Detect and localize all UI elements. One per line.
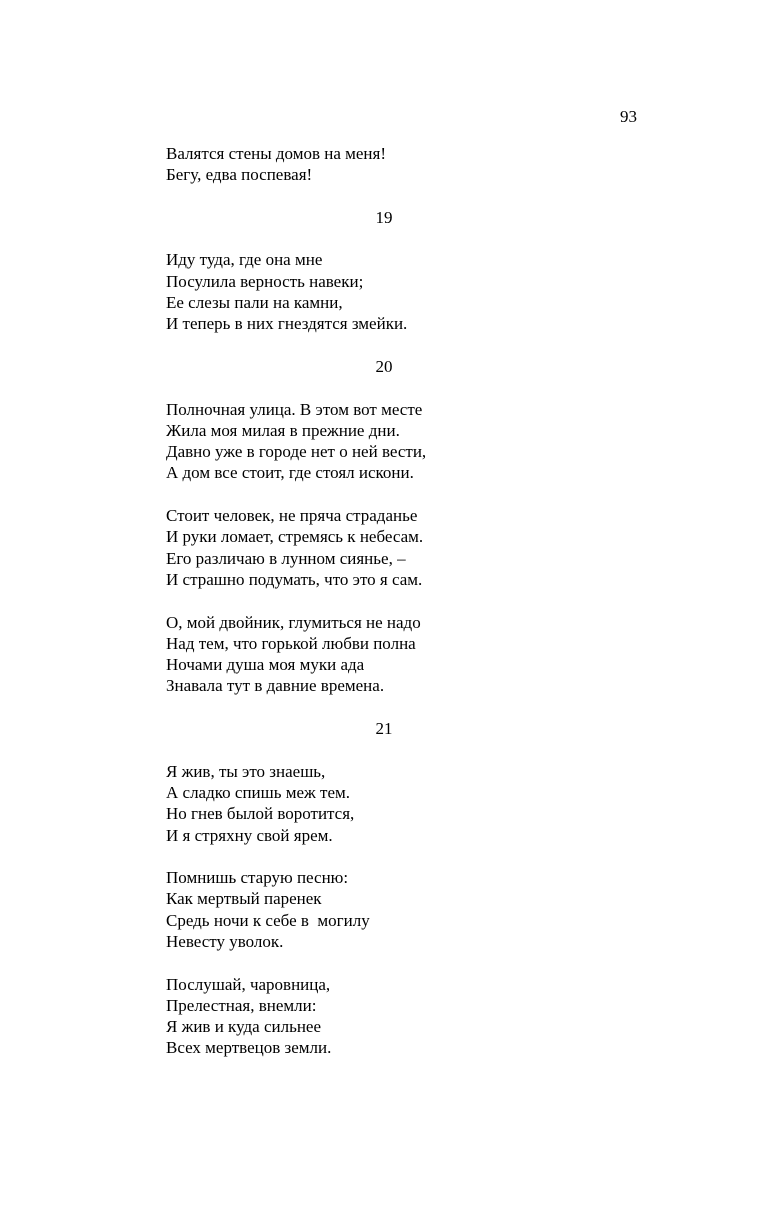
- stanza-gap: [166, 697, 606, 718]
- poem-line: Посулила верность навеки;: [166, 271, 364, 291]
- poem-line: И руки ломает, стремясь к небесам.: [166, 527, 424, 547]
- poem-line: Я жив, ты это знаешь,: [166, 761, 326, 781]
- poem-line: А дом все стоит, где стоял искони.: [166, 463, 414, 483]
- poem-line: И страшно подумать, что это я сам.: [166, 569, 423, 589]
- stanza-gap: [166, 186, 606, 207]
- stanza-gap: [166, 484, 606, 505]
- poem-line: О, мой двойник, глумиться не надо: [166, 612, 421, 632]
- poem-line: Валятся стены домов на меня!: [166, 144, 387, 163]
- poem-line: Стоит человек, не пряча страданье: [166, 506, 418, 526]
- poem-line: Ее слезы пали на камни,: [166, 293, 343, 313]
- stanza-gap: [166, 952, 606, 973]
- stanza-gap: [166, 846, 606, 867]
- poem-line: Полночная улица. В этом вот месте: [166, 399, 423, 419]
- poem-line: Как мертвый паренек: [166, 889, 322, 909]
- stanza-gap: [166, 590, 606, 611]
- poem-line: Послушай, чаровница,: [166, 974, 331, 994]
- poem-number: 19: [375, 207, 393, 227]
- stanza-gap: [166, 377, 606, 398]
- poem-line: Бегу, едва поспевая!: [166, 165, 313, 185]
- stanza-gap: [166, 739, 606, 760]
- poem-number: 20: [375, 356, 393, 376]
- page-number: 93: [620, 107, 637, 126]
- poem-line: Помнишь старую песню:: [166, 868, 349, 888]
- poem-text: [166, 143, 606, 1059]
- poem-line: Средь ночи к себе в могилу: [166, 910, 370, 930]
- poem-line: Ночами душа моя муки ада: [166, 655, 365, 675]
- poem-line: Над тем, что горькой любви полна: [166, 633, 416, 653]
- poem-line: Невесту уволок.: [166, 931, 284, 951]
- stanza-gap: [166, 335, 606, 356]
- poem-line: Всех мертвецов земли.: [166, 1038, 332, 1058]
- poem-line: Иду туда, где она мне: [166, 250, 323, 270]
- poem-line: И теперь в них гнездятся змейки.: [166, 314, 408, 334]
- poem-line: Его различаю в лунном сиянье, –: [166, 548, 406, 568]
- poem-line: А сладко спишь меж тем.: [166, 782, 351, 802]
- poem-line: Но гнев былой воротится,: [166, 804, 355, 824]
- poem-line: Знавала тут в давние времена.: [166, 676, 385, 696]
- stanza-gap: [166, 228, 606, 249]
- poem-line: И я стряхну свой ярем.: [166, 825, 333, 845]
- poem-number: 21: [375, 719, 393, 739]
- poem-line: Жила моя милая в прежние дни.: [166, 420, 400, 440]
- poem-line: Я жив и куда сильнее: [166, 1017, 322, 1037]
- poem-line: Давно уже в городе нет о ней вести,: [166, 442, 427, 462]
- poem-line: Прелестная, внемли:: [166, 995, 317, 1015]
